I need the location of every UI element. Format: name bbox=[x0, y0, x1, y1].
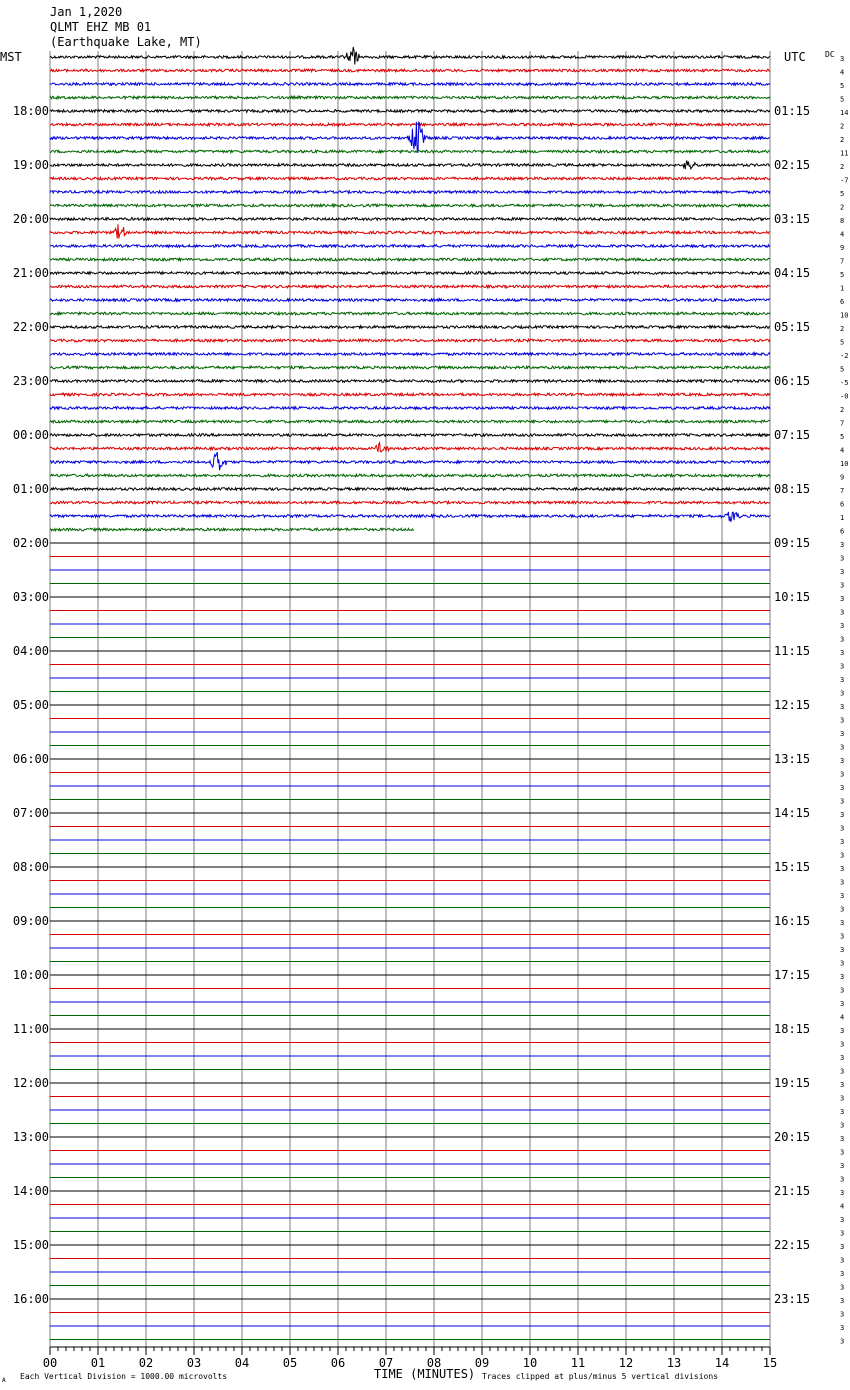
dc-offset-value: 3 bbox=[840, 770, 845, 779]
dc-offset-value: 3 bbox=[840, 1175, 845, 1184]
trace-row bbox=[50, 272, 770, 275]
dc-offset-value: 7 bbox=[840, 257, 845, 266]
dc-offset-value: 3 bbox=[840, 1324, 845, 1332]
dc-offset-value: 3 bbox=[840, 581, 845, 590]
dc-offset-value: 3 bbox=[840, 1243, 845, 1251]
trace-row bbox=[50, 452, 770, 470]
left-hour-label: 03:00 bbox=[12, 590, 49, 604]
dc-offset-value: 3 bbox=[840, 568, 845, 576]
left-hour-label: 22:00 bbox=[12, 320, 49, 334]
dc-offset-value: 5 bbox=[840, 338, 845, 347]
dc-offset-value: 4 bbox=[840, 1013, 845, 1022]
x-tick-label: 14 bbox=[714, 1356, 730, 1370]
dc-offset-value: 10 bbox=[840, 460, 849, 468]
dc-offset-value: 9 bbox=[840, 473, 845, 482]
dc-offset-value: 3 bbox=[840, 1310, 845, 1319]
left-tz-label: MST bbox=[0, 50, 22, 64]
x-tick-label: 15 bbox=[762, 1356, 778, 1370]
dc-offset-value: 3 bbox=[840, 1027, 845, 1035]
trace-row bbox=[50, 366, 770, 369]
trace-row bbox=[50, 353, 770, 356]
right-hour-label: 16:15 bbox=[774, 914, 811, 928]
left-hour-label: 08:00 bbox=[12, 860, 49, 874]
right-hour-label: 11:15 bbox=[774, 644, 811, 658]
dc-offset-value: 3 bbox=[840, 932, 845, 941]
dc-offset-value: 3 bbox=[840, 716, 845, 725]
dc-offset-value: 3 bbox=[840, 703, 845, 711]
trace-row bbox=[50, 407, 770, 410]
right-hour-label: 23:15 bbox=[774, 1292, 811, 1306]
dc-offset-value: 3 bbox=[840, 797, 845, 806]
x-axis-title: TIME (MINUTES) bbox=[374, 1367, 476, 1381]
dc-offset-value: 3 bbox=[840, 554, 845, 563]
dc-offset-value: 5 bbox=[840, 271, 845, 279]
corner-mark: A bbox=[2, 1377, 6, 1384]
dc-offset-value: 3 bbox=[840, 608, 845, 617]
right-hour-label: 15:15 bbox=[774, 860, 811, 874]
dc-offset-value: 9 bbox=[840, 244, 845, 252]
seismic-traces bbox=[50, 47, 770, 1339]
left-hour-label: 09:00 bbox=[12, 914, 49, 928]
dc-offset-value: 3 bbox=[840, 986, 845, 995]
trace-row bbox=[50, 96, 770, 99]
dc-offset-value: 14 bbox=[840, 109, 849, 117]
left-hour-label: 19:00 bbox=[12, 158, 49, 172]
dc-offset-value: 8 bbox=[840, 217, 845, 225]
right-hour-label: 17:15 bbox=[774, 968, 811, 982]
dc-offset-value: 3 bbox=[840, 649, 845, 657]
trace-row bbox=[50, 69, 770, 72]
dc-offset-value: 3 bbox=[840, 1135, 845, 1143]
right-tz-label: UTC bbox=[784, 50, 806, 64]
dc-offset-value: 3 bbox=[840, 973, 845, 981]
scale-note: Each Vertical Division = 1000.00 microvolts bbox=[20, 1372, 228, 1381]
dc-offset-value: 6 bbox=[840, 527, 845, 536]
trace-row bbox=[50, 326, 770, 329]
trace-row bbox=[50, 110, 770, 113]
right-hour-label: 22:15 bbox=[774, 1238, 811, 1252]
dc-offset-value: 3 bbox=[840, 541, 845, 549]
trace-row bbox=[50, 434, 770, 437]
right-hour-label: 14:15 bbox=[774, 806, 811, 820]
x-tick-label: 07 bbox=[378, 1356, 394, 1370]
left-hour-label: 00:00 bbox=[12, 428, 49, 442]
x-tick-label: 06 bbox=[330, 1356, 346, 1370]
header-date: Jan 1,2020 bbox=[50, 5, 123, 19]
dc-offset-value: 3 bbox=[840, 1108, 845, 1116]
dc-offset-value: 3 bbox=[840, 1067, 845, 1076]
dc-offset-value: 1 bbox=[840, 514, 845, 522]
dc-offset-value: 3 bbox=[840, 1040, 845, 1049]
dc-offset-value: 3 bbox=[840, 1229, 845, 1238]
dc-offset-value: 5 bbox=[840, 365, 845, 374]
trace-row bbox=[50, 191, 770, 194]
dc-offset-value: 3 bbox=[840, 757, 845, 765]
dc-offset-value: 3 bbox=[840, 851, 845, 860]
trace-row bbox=[50, 393, 770, 396]
trace-row bbox=[50, 380, 770, 383]
dc-offset-value: -0 bbox=[840, 392, 849, 401]
trace-row bbox=[50, 258, 770, 261]
left-hour-label: 18:00 bbox=[12, 104, 49, 118]
left-hour-label: 12:00 bbox=[12, 1076, 49, 1090]
dc-offset-value: 4 bbox=[840, 68, 845, 77]
right-hour-label: 01:15 bbox=[774, 104, 811, 118]
dc-offset-value: 3 bbox=[840, 730, 845, 738]
right-hour-label: 13:15 bbox=[774, 752, 811, 766]
x-tick-label: 09 bbox=[474, 1356, 490, 1370]
right-hour-label: 03:15 bbox=[774, 212, 811, 226]
dc-offset-value: 2 bbox=[840, 136, 845, 144]
dc-offset-value: 10 bbox=[840, 311, 849, 320]
dc-offset-value: 3 bbox=[840, 1297, 845, 1305]
x-tick-label: 11 bbox=[570, 1356, 586, 1370]
trace-row bbox=[50, 150, 770, 153]
trace-row bbox=[50, 245, 770, 248]
right-hour-label: 18:15 bbox=[774, 1022, 811, 1036]
trace-row bbox=[50, 83, 770, 86]
right-hour-label: 08:15 bbox=[774, 482, 811, 496]
dc-offset-value: 3 bbox=[840, 1000, 845, 1008]
trace-row bbox=[50, 285, 770, 288]
dc-offset-value: 6 bbox=[840, 500, 845, 509]
x-tick-label: 05 bbox=[282, 1356, 298, 1370]
dc-offset-value: -2 bbox=[840, 352, 849, 360]
dc-offset-value: 3 bbox=[840, 892, 845, 900]
x-tick-label: 12 bbox=[618, 1356, 634, 1370]
dc-offset-value: 3 bbox=[840, 1337, 845, 1346]
trace-row bbox=[50, 122, 770, 153]
dc-offset-value: 3 bbox=[840, 1162, 845, 1170]
trace-row bbox=[50, 299, 770, 302]
dc-offset-value: 2 bbox=[840, 325, 845, 333]
left-hour-label: 06:00 bbox=[12, 752, 49, 766]
dc-offset-value: 3 bbox=[840, 1054, 845, 1062]
x-tick-label: 02 bbox=[138, 1356, 154, 1370]
dc-offset-value: 3 bbox=[840, 1189, 845, 1197]
trace-row bbox=[50, 312, 770, 315]
trace-row bbox=[50, 528, 414, 531]
dc-offset-value: 4 bbox=[840, 230, 845, 239]
dc-offset-value: 6 bbox=[840, 298, 845, 306]
x-tick-label: 00 bbox=[42, 1356, 58, 1370]
dc-offset-value: 3 bbox=[840, 1283, 845, 1292]
trace-row bbox=[50, 488, 770, 491]
dc-offset-value: 3 bbox=[840, 865, 845, 873]
dc-offset-value: 3 bbox=[840, 689, 845, 698]
left-hour-label: 15:00 bbox=[12, 1238, 49, 1252]
right-hour-label: 02:15 bbox=[774, 158, 811, 172]
dc-offset-value: 3 bbox=[840, 811, 845, 819]
left-hour-label: 13:00 bbox=[12, 1130, 49, 1144]
right-hour-label: 07:15 bbox=[774, 428, 811, 442]
x-tick-label: 08 bbox=[426, 1356, 442, 1370]
dc-offset-value: 3 bbox=[840, 946, 845, 954]
trace-row bbox=[50, 501, 770, 504]
trace-row bbox=[50, 47, 770, 64]
header-location: (Earthquake Lake, MT) bbox=[50, 35, 202, 49]
dc-offset-value: 3 bbox=[840, 919, 845, 927]
dc-offset-value: 3 bbox=[840, 1256, 845, 1265]
left-hour-label: 01:00 bbox=[12, 482, 49, 496]
dc-offset-value: 4 bbox=[840, 446, 845, 455]
dc-offset-value: 3 bbox=[840, 622, 845, 630]
trace-row bbox=[50, 204, 770, 207]
dc-offset-value: 4 bbox=[840, 1202, 845, 1211]
dc-offset-value: -5 bbox=[840, 379, 849, 387]
dc-offset-value: 3 bbox=[840, 1148, 845, 1157]
x-tick-label: 03 bbox=[186, 1356, 202, 1370]
dc-offset-value: 3 bbox=[840, 784, 845, 792]
trace-row bbox=[50, 218, 770, 221]
dc-offset-value: 3 bbox=[840, 878, 845, 887]
dc-offset-value: 3 bbox=[840, 905, 845, 914]
left-hour-label: 21:00 bbox=[12, 266, 49, 280]
left-hour-label: 07:00 bbox=[12, 806, 49, 820]
dc-offset-value: 5 bbox=[840, 82, 845, 90]
left-hour-label: 16:00 bbox=[12, 1292, 49, 1306]
dc-offset-value: 3 bbox=[840, 1270, 845, 1278]
dc-offset-value: 3 bbox=[840, 662, 845, 671]
header-station: QLMT EHZ MB 01 bbox=[50, 20, 152, 34]
x-tick-label: 04 bbox=[234, 1356, 250, 1370]
x-tick-label: 10 bbox=[522, 1356, 538, 1370]
dc-offset-value: 3 bbox=[840, 959, 845, 968]
right-hour-label: 19:15 bbox=[774, 1076, 811, 1090]
dc-header-label: DC bbox=[825, 50, 835, 59]
left-hour-label: 14:00 bbox=[12, 1184, 49, 1198]
left-hour-label: 10:00 bbox=[12, 968, 49, 982]
trace-row bbox=[50, 224, 770, 238]
right-hour-label: 05:15 bbox=[774, 320, 811, 334]
dc-offset-value: 1 bbox=[840, 284, 845, 293]
right-hour-label: 21:15 bbox=[774, 1184, 811, 1198]
left-hour-label: 20:00 bbox=[12, 212, 49, 226]
right-hour-label: 12:15 bbox=[774, 698, 811, 712]
trace-row bbox=[50, 177, 770, 180]
trace-row bbox=[50, 512, 770, 522]
dc-offset-value: -7 bbox=[840, 176, 849, 185]
dc-offset-value: 5 bbox=[840, 433, 845, 441]
dc-offset-value: 3 bbox=[840, 55, 845, 63]
trace-row bbox=[50, 161, 770, 170]
dc-offset-value: 2 bbox=[840, 406, 845, 414]
dc-offset-value: 3 bbox=[840, 676, 845, 684]
dc-offset-value: 3 bbox=[840, 743, 845, 752]
trace-row bbox=[50, 443, 770, 452]
dc-offset-value: 2 bbox=[840, 203, 845, 212]
left-hour-label: 23:00 bbox=[12, 374, 49, 388]
dc-offset-value: 3 bbox=[840, 1081, 845, 1089]
dc-offset-value: 11 bbox=[840, 149, 849, 158]
trace-row bbox=[50, 420, 770, 423]
dc-offset-value: 7 bbox=[840, 487, 845, 495]
dc-offset-value: 5 bbox=[840, 190, 845, 198]
dc-offset-value: 3 bbox=[840, 595, 845, 603]
trace-row bbox=[50, 474, 770, 477]
dc-offset-value: 3 bbox=[840, 838, 845, 846]
clip-note: Traces clipped at plus/minus 5 vertical divisions bbox=[482, 1372, 719, 1381]
right-hour-label: 09:15 bbox=[774, 536, 811, 550]
right-hour-label: 04:15 bbox=[774, 266, 811, 280]
left-hour-label: 11:00 bbox=[12, 1022, 49, 1036]
dc-offset-value: 5 bbox=[840, 95, 845, 104]
dc-offset-value: 3 bbox=[840, 1094, 845, 1103]
right-hour-label: 10:15 bbox=[774, 590, 811, 604]
left-hour-label: 02:00 bbox=[12, 536, 49, 550]
left-hour-label: 05:00 bbox=[12, 698, 49, 712]
trace-row bbox=[50, 123, 770, 126]
dc-offset-column bbox=[840, 55, 848, 1346]
dc-offset-value: 7 bbox=[840, 419, 845, 428]
x-tick-label: 13 bbox=[666, 1356, 682, 1370]
dc-offset-value: 3 bbox=[840, 635, 845, 644]
dc-offset-value: 3 bbox=[840, 1121, 845, 1130]
dc-offset-value: 3 bbox=[840, 824, 845, 833]
x-tick-label: 01 bbox=[90, 1356, 106, 1370]
dc-offset-value: 2 bbox=[840, 122, 845, 131]
right-hour-label: 06:15 bbox=[774, 374, 811, 388]
right-hour-label: 20:15 bbox=[774, 1130, 811, 1144]
trace-row bbox=[50, 339, 770, 342]
dc-offset-value: 3 bbox=[840, 1216, 845, 1224]
dc-offset-value: 2 bbox=[840, 163, 845, 171]
left-hour-label: 04:00 bbox=[12, 644, 49, 658]
